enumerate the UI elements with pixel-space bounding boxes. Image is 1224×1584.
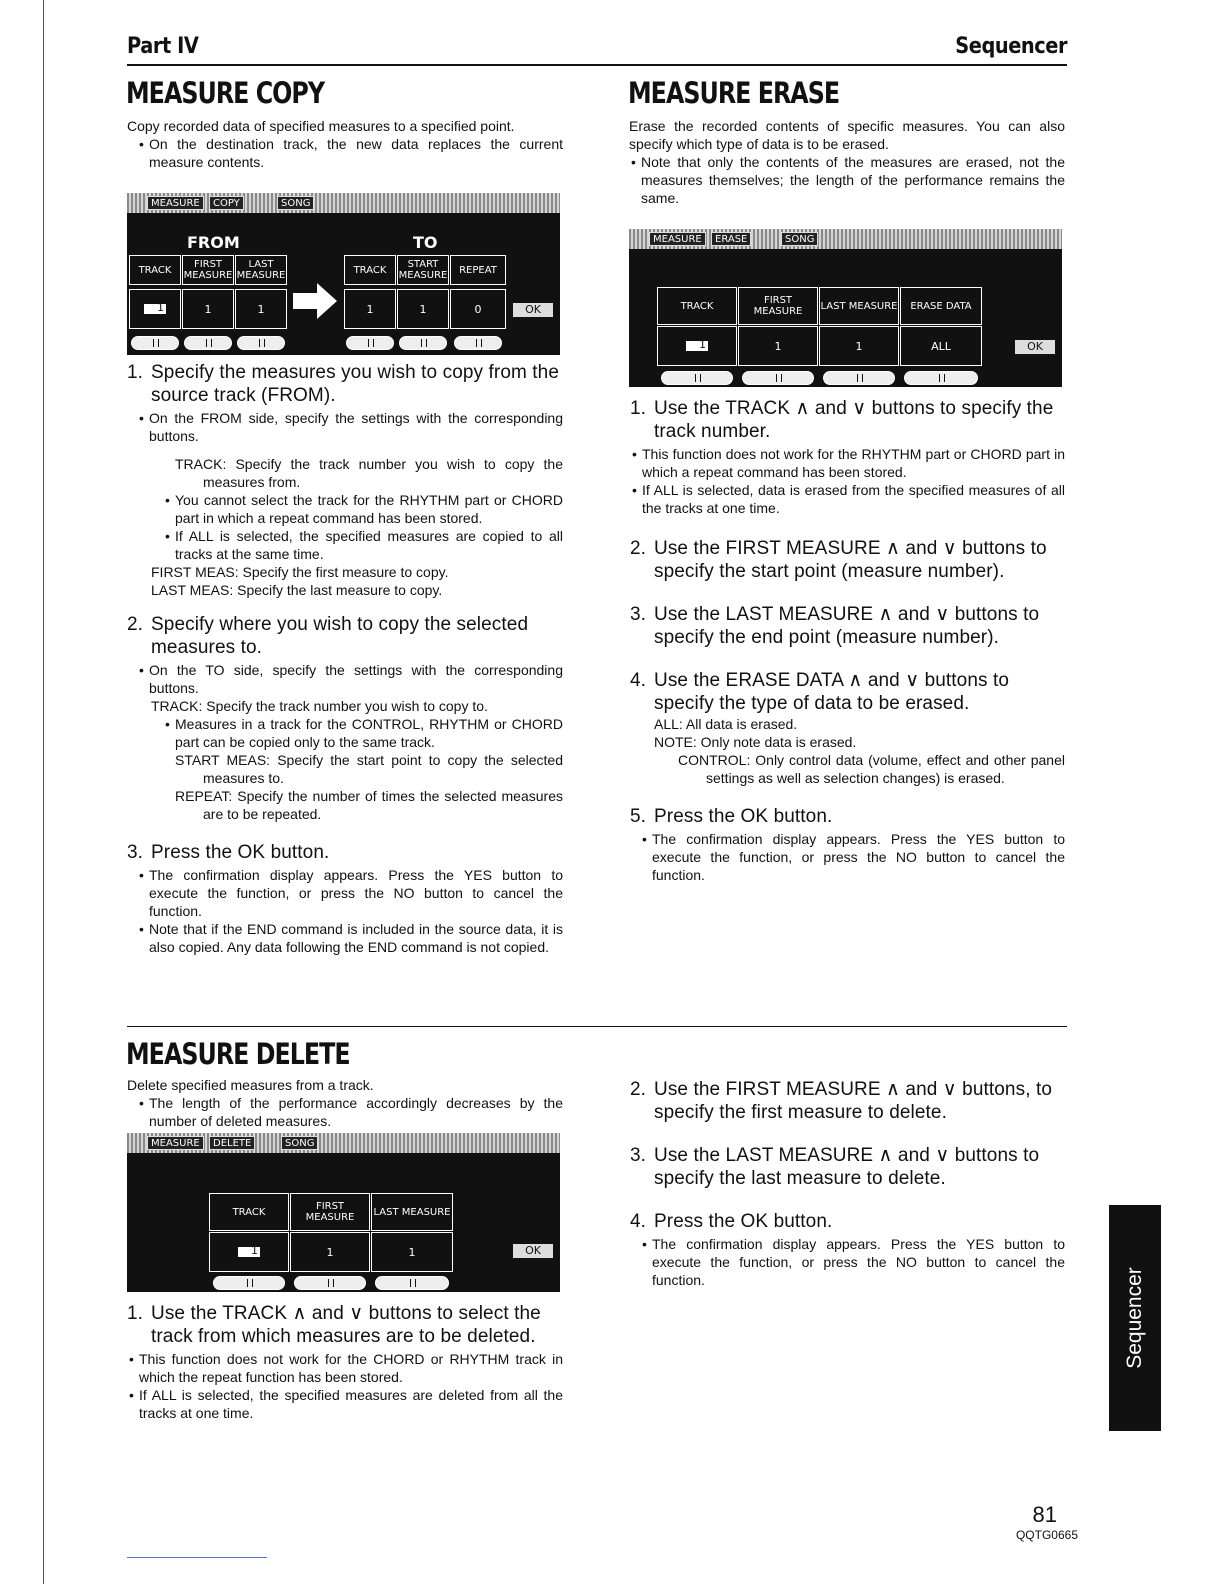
margin-line <box>43 0 44 1584</box>
val-erase-data[interactable]: ALL <box>900 326 982 366</box>
delete-step-1-bullet-2: • If ALL is selected, the specified measures are deleted from all the tracks at one time. <box>127 1386 563 1422</box>
knob-first-measure[interactable] <box>742 371 814 385</box>
copy-intro: Copy recorded data of specified measures to a specified point. <box>127 118 515 134</box>
knob-track-to[interactable] <box>346 336 394 350</box>
erase-intro-bullet: • Note that only the contents of the measures are erased, not the measures themselves; the length of the performance remains the same. <box>629 153 1065 207</box>
col-track-to: TRACK <box>344 255 396 285</box>
col-last-measure: LAST MEASURE <box>235 255 287 285</box>
copy-step-3 <box>127 841 563 864</box>
knob-last-measure[interactable] <box>823 371 895 385</box>
step-text: Use the ERASE DATA ∧ and ∨ buttons to specify the type of data to be erased. <box>654 670 1010 714</box>
measure-delete-intro-block <box>127 1076 563 1130</box>
track-desc-text: TRACK: Specify the track number you wish to copy the measures from. <box>175 456 563 490</box>
delete-step-1-bullet-1: • This function does not work for the CHORD or RHYTHM track in which the repeat function has been stored. <box>127 1350 563 1386</box>
delete-step-1 <box>127 1302 563 1348</box>
step-number: 1. <box>630 398 647 419</box>
measure-copy-title: MEASURE COPY <box>126 76 325 110</box>
copy-step-2-bullet: • On the TO side, specify the settings with the corresponding buttons. <box>127 661 563 697</box>
step-number: 4. <box>630 1211 647 1232</box>
erase-step-1-bullet-2: • If ALL is selected, data is erased from the specified measures of all the tracks at one time. <box>630 481 1065 517</box>
knob-track-from[interactable] <box>131 336 179 350</box>
step-number: 3. <box>630 604 647 625</box>
copy-track-bullet-1: • You cannot select the track for the RHYTHM part or CHORD part in which a repeat command has been stored. <box>127 491 563 527</box>
step-number: 2. <box>630 538 647 559</box>
ok-button[interactable]: OK <box>513 303 553 317</box>
measure-erase-screen <box>629 229 1062 387</box>
side-tab-label: Sequencer <box>1123 1267 1146 1369</box>
copy-to-track-bullet: • Measures in a track for the CONTROL, RHYTHM or CHORD part can be copied only to the same track. <box>127 715 563 751</box>
from-label: FROM <box>187 233 240 252</box>
tag-copy: COPY <box>209 196 244 210</box>
step-text: Use the TRACK ∧ and ∨ buttons to select the track from which measures are to be deleted. <box>151 1303 541 1347</box>
delete-step-2 <box>630 1078 1065 1124</box>
val-first-measure[interactable]: 1 <box>290 1232 370 1272</box>
col-first-measure: FIRST MEASURE <box>290 1193 370 1231</box>
screen-titlebar <box>629 229 1062 249</box>
knob-last-measure[interactable] <box>237 336 285 350</box>
step-text: Specify where you wish to copy the selected measures to. <box>151 614 529 658</box>
measure-delete-title: MEASURE DELETE <box>126 1037 350 1071</box>
measure-delete-steps-left <box>127 1302 563 1422</box>
knob-erase-data[interactable] <box>904 371 978 385</box>
col-track-from: TRACK <box>129 255 181 285</box>
erase-step-5-bullet: • The confirmation display appears. Press the YES button to execute the function, or press the NO button to cancel the function. <box>630 830 1065 884</box>
part-label: Part IV <box>127 34 199 59</box>
page-code: QQTG0665 <box>1015 1528 1078 1542</box>
measure-erase-intro-block <box>629 117 1065 207</box>
val-last-measure[interactable]: 1 <box>235 289 287 329</box>
track-indicator <box>686 341 708 351</box>
step-text: Use the TRACK ∧ and ∨ buttons to specify the track number. <box>654 398 1054 442</box>
step-number: 2. <box>127 614 144 635</box>
delete-step-4 <box>630 1210 1065 1233</box>
section-label: Sequencer <box>955 34 1067 59</box>
val-track[interactable] <box>209 1232 289 1272</box>
erase-intro: Erase the recorded contents of specific measures. You can also specify which type of data is to be erased. <box>629 118 1065 152</box>
tag-measure: MEASURE <box>649 232 706 246</box>
section-divider <box>127 1026 1067 1027</box>
header-rule <box>127 64 1067 66</box>
knob-last-measure[interactable] <box>375 1276 449 1290</box>
delete-step-4-bullet: • The confirmation display appears. Press the YES button to execute the function, or press the NO button to cancel the function. <box>630 1235 1065 1289</box>
tag-song: SONG <box>781 232 818 246</box>
copy-step-2 <box>127 613 563 659</box>
col-track: TRACK <box>209 1193 289 1231</box>
tag-song: SONG <box>281 1136 318 1150</box>
measure-erase-title: MEASURE ERASE <box>628 76 840 110</box>
step-number: 2. <box>630 1079 647 1100</box>
knob-first-measure[interactable] <box>294 1276 366 1290</box>
val-start-measure[interactable]: 1 <box>397 289 449 329</box>
copy-first-meas: FIRST MEAS: Specify the first measure to copy. <box>151 564 449 580</box>
copy-step-1 <box>127 361 563 407</box>
delete-intro: Delete specified measures from a track. <box>127 1077 374 1093</box>
erase-step-3 <box>630 603 1065 649</box>
val-track[interactable] <box>657 326 737 366</box>
ok-button[interactable]: OK <box>1015 340 1055 354</box>
erase-step-2 <box>630 537 1065 583</box>
col-last-measure: LAST MEASURE <box>371 1193 453 1231</box>
step-text: Press the OK button. <box>654 1211 833 1232</box>
erase-all: ALL: All data is erased. <box>654 716 798 732</box>
track-indicator <box>238 1247 260 1257</box>
measure-delete-screen <box>127 1133 560 1292</box>
val-track-from[interactable] <box>129 289 181 329</box>
tag-erase: ERASE <box>711 232 751 246</box>
copy-repeat <box>127 787 563 823</box>
tag-measure: MEASURE <box>147 1136 204 1150</box>
measure-copy-intro-block <box>127 117 563 171</box>
knob-first-measure[interactable] <box>184 336 232 350</box>
erase-step-4 <box>630 669 1065 715</box>
side-tab <box>1109 1205 1161 1431</box>
val-last-measure[interactable]: 1 <box>819 326 899 366</box>
col-first-measure: FIRST MEASURE <box>738 287 818 325</box>
footer-line <box>127 1557 267 1558</box>
val-first-measure[interactable]: 1 <box>182 289 234 329</box>
erase-control <box>630 751 1065 787</box>
screen-titlebar <box>127 193 560 213</box>
delete-intro-bullet: • The length of the performance accordingly decreases by the number of deleted measures. <box>127 1094 563 1130</box>
step-text: Use the FIRST MEASURE ∧ and ∨ buttons, to specify the first measure to delete. <box>654 1079 1052 1123</box>
erase-step-1 <box>630 397 1065 443</box>
step-number: 3. <box>127 842 144 863</box>
copy-step-3-bullet-2: • Note that if the END command is included in the source data, it is also copied. Any data following the END command is not copied. <box>127 920 563 956</box>
knob-start-measure[interactable] <box>399 336 447 350</box>
ok-button[interactable]: OK <box>513 1244 553 1258</box>
step-number: 5. <box>630 806 647 827</box>
erase-step-5 <box>630 805 1065 828</box>
knob-repeat[interactable] <box>454 336 502 350</box>
step-text: Press the OK button. <box>654 806 833 827</box>
step-number: 1. <box>127 1303 144 1324</box>
step-text: Specify the measures you wish to copy from the source track (FROM). <box>151 362 560 406</box>
measure-copy-screen <box>127 193 560 355</box>
tag-song: SONG <box>277 196 314 210</box>
copy-step-1-bullet: • On the FROM side, specify the settings with the corresponding buttons. <box>127 409 563 445</box>
arrow-right-icon <box>293 281 339 321</box>
step-text: Press the OK button. <box>151 842 330 863</box>
step-number: 4. <box>630 670 647 691</box>
step-number: 3. <box>630 1145 647 1166</box>
screen-titlebar <box>127 1133 560 1153</box>
knob-track[interactable] <box>213 1276 285 1290</box>
measure-copy-steps <box>127 361 563 956</box>
val-track-to[interactable]: 1 <box>344 289 396 329</box>
erase-note: NOTE: Only note data is erased. <box>654 734 857 750</box>
col-first-measure: FIRST MEASURE <box>182 255 234 285</box>
col-erase-data: ERASE DATA <box>900 287 982 325</box>
delete-step-3 <box>630 1144 1065 1190</box>
val-first-measure[interactable]: 1 <box>738 326 818 366</box>
copy-to-track: TRACK: Specify the track number you wish to copy to. <box>151 698 488 714</box>
measure-delete-steps-right <box>630 1078 1065 1289</box>
col-last-measure: LAST MEASURE <box>819 287 899 325</box>
copy-step-3-bullet-1: • The confirmation display appears. Press the YES button to execute the function, or press the NO button to cancel the function. <box>127 866 563 920</box>
repeat-text: REPEAT: Specify the number of times the selected measures are to be repeated. <box>175 788 563 822</box>
copy-last-meas: LAST MEAS: Specify the last measure to copy. <box>151 582 443 598</box>
measure-erase-steps <box>630 397 1065 884</box>
step-text: Use the LAST MEASURE ∧ and ∨ buttons to specify the last measure to delete. <box>654 1145 1040 1189</box>
col-start-measure: START MEASURE <box>397 255 449 285</box>
copy-track-desc <box>127 455 563 491</box>
step-text: Use the LAST MEASURE ∧ and ∨ buttons to specify the end point (measure number). <box>654 604 1040 648</box>
copy-intro-bullet: • On the destination track, the new data replaces the current measure contents. <box>127 135 563 171</box>
col-repeat: REPEAT <box>450 255 506 285</box>
step-text: Use the FIRST MEASURE ∧ and ∨ buttons to specify the start point (measure number). <box>654 538 1047 582</box>
control-text: CONTROL: Only control data (volume, effect and other panel settings as well as selection changes) is erased. <box>678 752 1065 786</box>
tag-delete: DELETE <box>209 1136 255 1150</box>
page-number: 81 <box>1032 1502 1057 1527</box>
erase-step-1-bullet-1: • This function does not work for the RHYTHM part or CHORD part in which a repeat command has been stored. <box>630 445 1065 481</box>
copy-start-meas <box>127 751 563 787</box>
val-last-measure[interactable]: 1 <box>371 1232 453 1272</box>
step-number: 1. <box>127 362 144 383</box>
start-meas-text: START MEAS: Specify the start point to copy the selected measures to. <box>175 752 563 786</box>
val-repeat[interactable]: 0 <box>450 289 506 329</box>
to-label: TO <box>413 233 438 252</box>
knob-track[interactable] <box>661 371 733 385</box>
track-indicator <box>144 304 166 314</box>
col-track: TRACK <box>657 287 737 325</box>
tag-measure: MEASURE <box>147 196 204 210</box>
copy-track-bullet-2: • If ALL is selected, the specified measures are copied to all tracks at the same time. <box>127 527 563 563</box>
